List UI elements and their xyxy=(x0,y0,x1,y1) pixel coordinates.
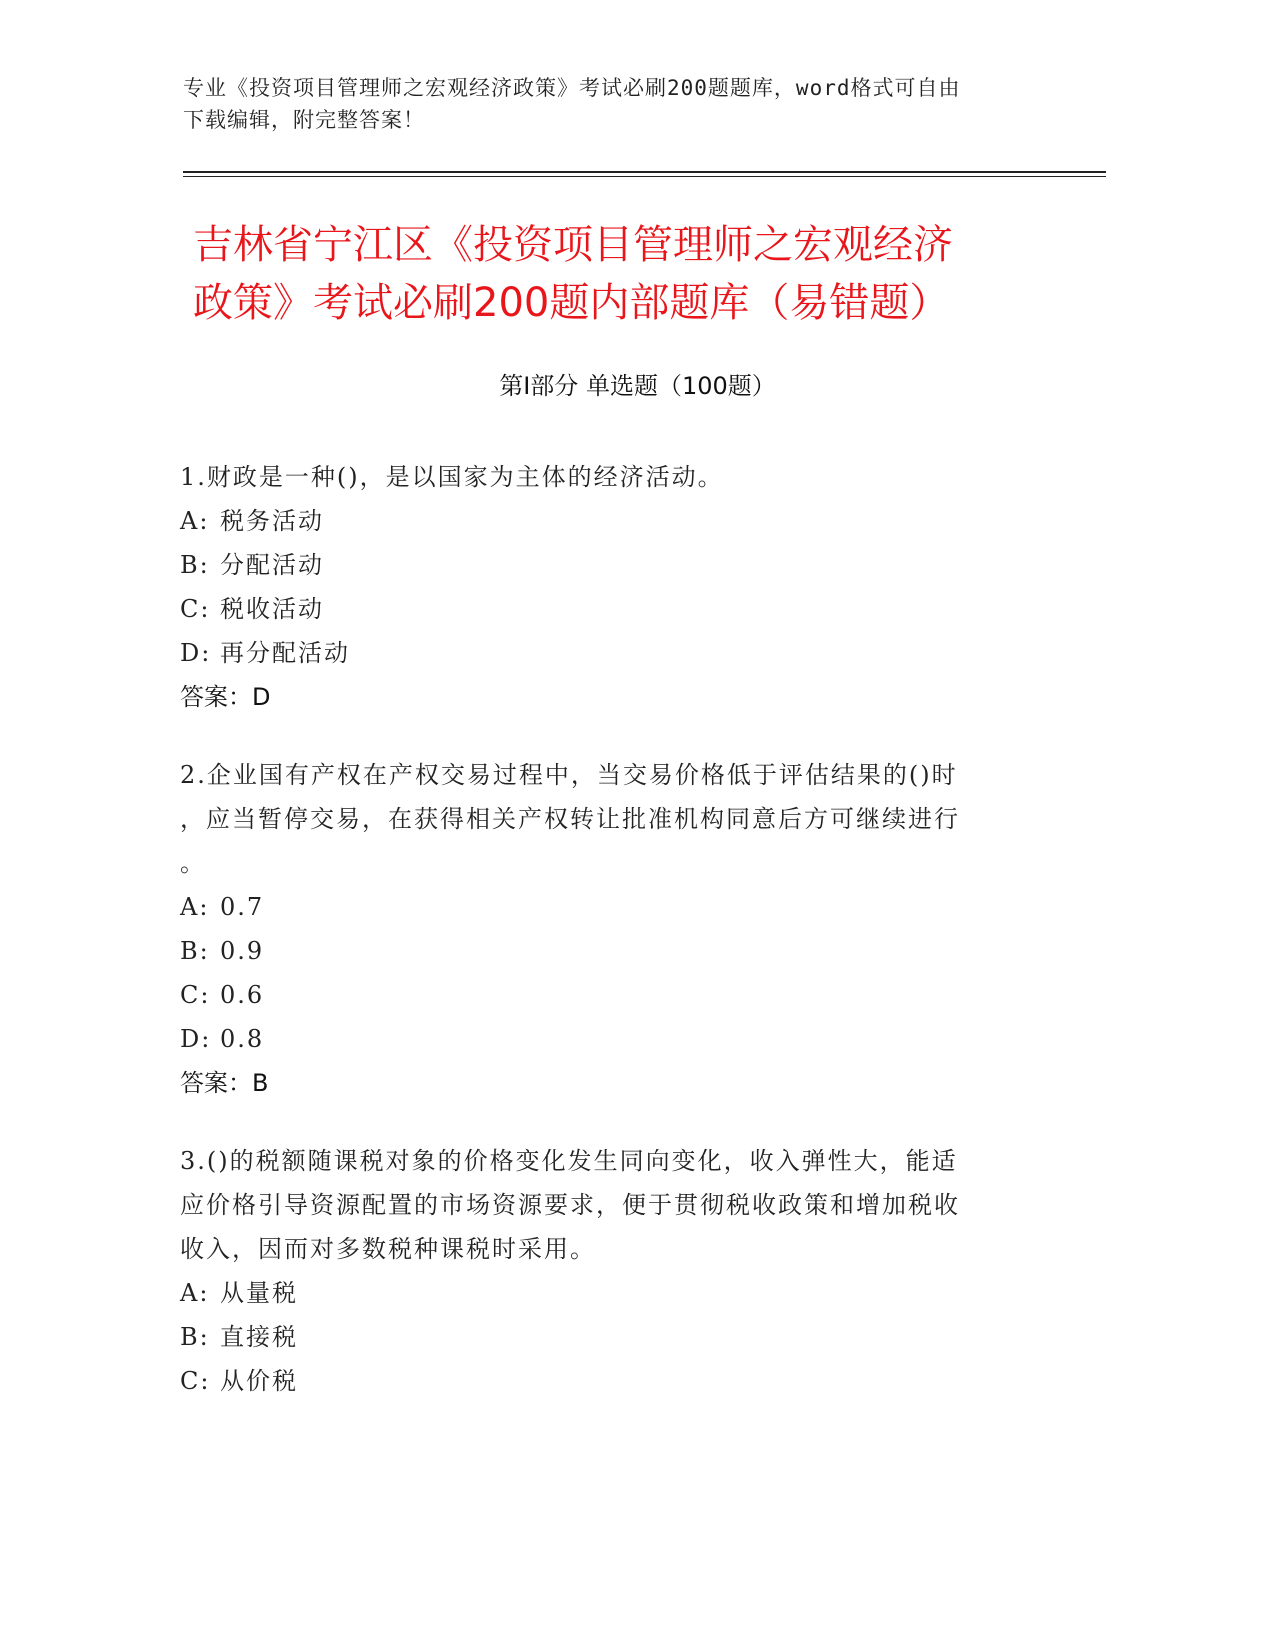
question-list xyxy=(180,455,1040,1437)
header-note-line-2: 下载编辑，附完整答案！ xyxy=(183,108,425,132)
option-a xyxy=(180,499,1040,543)
option-c xyxy=(180,973,1040,1017)
option-d xyxy=(180,1017,1040,1061)
option-text: 0.6 xyxy=(220,981,265,1009)
question-stem-line: 2.企业国有产权在产权交易过程中，当交易价格低于评估结果的()时 xyxy=(180,761,958,789)
option-text: 税收活动 xyxy=(220,595,324,623)
option-key: B: xyxy=(180,551,210,579)
option-b xyxy=(180,929,1040,973)
option-text: 税务活动 xyxy=(220,507,324,535)
header-rule-thick xyxy=(183,171,1106,173)
question-3 xyxy=(180,1139,1040,1403)
option-b xyxy=(180,543,1040,587)
option-text: 0.7 xyxy=(220,893,265,921)
option-key: A: xyxy=(180,893,210,921)
question-2 xyxy=(180,753,1040,1105)
option-key: D: xyxy=(180,639,212,667)
question-stem-line: 应价格引导资源配置的市场资源要求，便于贯彻税收政策和增加税收 xyxy=(180,1191,960,1219)
option-key: A: xyxy=(180,507,210,535)
option-key: C: xyxy=(180,595,211,623)
option-a xyxy=(180,1271,1040,1315)
option-text: 从价税 xyxy=(220,1367,298,1395)
option-text: 从量税 xyxy=(220,1279,298,1307)
section-title: 第Ⅰ部分 单选题（100题） xyxy=(499,372,776,400)
header-rule-thin xyxy=(183,176,1106,177)
document-title-line-1: 吉林省宁江区《投资项目管理师之宏观经济 xyxy=(193,222,953,268)
header-note xyxy=(183,72,1063,136)
option-a xyxy=(180,885,1040,929)
option-key: C: xyxy=(180,981,211,1009)
option-key: D: xyxy=(180,1025,212,1053)
answer-line: 答案：D xyxy=(180,683,271,711)
header-note-line-1: 专业《投资项目管理师之宏观经济政策》考试必刷200题题库，word格式可自由 xyxy=(183,76,961,100)
document-title xyxy=(193,216,1073,332)
option-b xyxy=(180,1315,1040,1359)
option-c xyxy=(180,1359,1040,1403)
question-1 xyxy=(180,455,1040,719)
answer-line: 答案：B xyxy=(180,1069,269,1097)
question-stem-line: 收入，因而对多数税种课税时采用。 xyxy=(180,1235,596,1263)
question-stem-line: 3.()的税额随课税对象的价格变化发生同向变化，收入弹性大，能适 xyxy=(180,1147,958,1175)
option-d xyxy=(180,631,1040,675)
document-title-line-2: 政策》考试必刷200题内部题库（易错题） xyxy=(193,280,950,326)
option-text: 再分配活动 xyxy=(220,639,350,667)
option-key: B: xyxy=(180,937,210,965)
option-key: B: xyxy=(180,1323,210,1351)
option-key: C: xyxy=(180,1367,211,1395)
option-key: A: xyxy=(180,1279,210,1307)
question-stem-line: ，应当暂停交易，在获得相关产权转让批准机构同意后方可继续进行 xyxy=(180,805,960,833)
option-c xyxy=(180,587,1040,631)
option-text: 分配活动 xyxy=(220,551,324,579)
question-stem-line: 。 xyxy=(180,849,206,877)
option-text: 0.8 xyxy=(220,1025,265,1053)
option-text: 0.9 xyxy=(220,937,265,965)
option-text: 直接税 xyxy=(220,1323,298,1351)
question-stem-line: 1.财政是一种()，是以国家为主体的经济活动。 xyxy=(180,463,724,491)
